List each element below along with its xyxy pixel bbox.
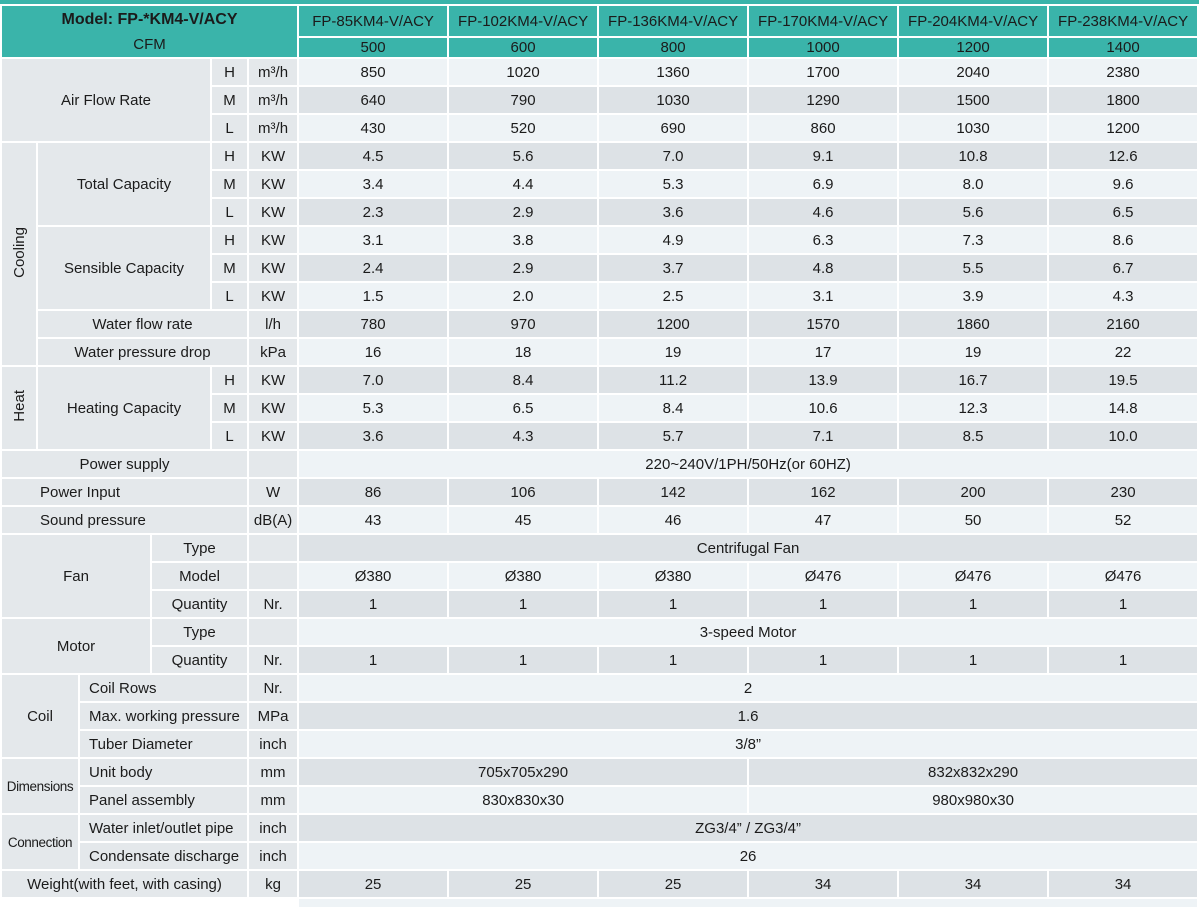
row-water-inlet — [2, 815, 1197, 841]
row-condensate — [2, 843, 1197, 869]
data-cell: 50 — [899, 507, 1047, 533]
data-cell: 1020 — [449, 59, 597, 85]
data-cell: 86 — [299, 479, 447, 505]
data-cell: 12.6 — [1049, 143, 1197, 169]
unit-label: MPa — [249, 703, 297, 729]
data-cell: 2380 — [1049, 59, 1197, 85]
data-cell: 1360 — [599, 59, 747, 85]
data-cell: 4.5 — [299, 143, 447, 169]
coil-group-label: Coil — [2, 675, 78, 757]
row-motor-quantity — [2, 647, 1197, 673]
unit-label: KW — [249, 423, 297, 449]
speed-label: L — [212, 283, 247, 309]
data-cell: 34 — [899, 871, 1047, 897]
data-cell: Ø380 — [599, 563, 747, 589]
data-cell: 7.0 — [299, 367, 447, 393]
data-cell: 14.8 — [1049, 395, 1197, 421]
data-cell: Ø476 — [899, 563, 1047, 589]
data-cell: 2.9 — [449, 199, 597, 225]
data-cell: 1860 — [899, 311, 1047, 337]
speed-label: M — [212, 395, 247, 421]
cfm-value: 1200 — [899, 38, 1047, 57]
panel-assembly-label: Panel assembly — [80, 787, 247, 813]
unit-label: Nr. — [249, 675, 297, 701]
data-cell: 47 — [749, 507, 897, 533]
data-cell: 6.5 — [449, 395, 597, 421]
cfm-value: 1000 — [749, 38, 897, 57]
heat-group-label: Heat — [2, 367, 36, 449]
data-cell: 10.8 — [899, 143, 1047, 169]
data-cell: 1 — [299, 591, 447, 617]
condensate-label: Condensate discharge — [80, 843, 247, 869]
header-row-models — [2, 6, 1197, 36]
row-power-supply — [2, 451, 1197, 477]
data-cell: 230 — [1049, 479, 1197, 505]
data-cell: 4.8 — [749, 255, 897, 281]
data-cell: 6.5 — [1049, 199, 1197, 225]
row-fan-quantity — [2, 591, 1197, 617]
column-header-model-5: FP-204KM4-V/ACY — [899, 6, 1047, 36]
data-cell: 8.0 — [899, 171, 1047, 197]
data-cell: 2.5 — [599, 283, 747, 309]
data-cell: 5.3 — [299, 395, 447, 421]
data-cell: 3.8 — [449, 227, 597, 253]
speed-label: L — [212, 115, 247, 141]
speed-label: M — [212, 255, 247, 281]
panel-assembly-value-small: 830x830x30 — [299, 787, 747, 813]
row-coil-pressure — [2, 703, 1197, 729]
spec-table — [0, 4, 1199, 899]
row-airflow-h — [2, 59, 1197, 85]
data-cell: 640 — [299, 87, 447, 113]
unit-label: mm — [249, 759, 297, 785]
data-cell: 1 — [1049, 591, 1197, 617]
data-cell: 1200 — [1049, 115, 1197, 141]
water-pressure-label: Water pressure drop — [38, 339, 247, 365]
unit-label: KW — [249, 143, 297, 169]
row-heating-h — [2, 367, 1197, 393]
unit-label-empty — [249, 619, 297, 645]
cfm-value: 1400 — [1049, 38, 1197, 57]
water-inlet-value: ZG3/4” / ZG3/4” — [299, 815, 1197, 841]
data-cell: 1 — [449, 647, 597, 673]
data-cell: 8.6 — [1049, 227, 1197, 253]
data-cell: 25 — [299, 871, 447, 897]
unit-label: kPa — [249, 339, 297, 365]
data-cell: 8.4 — [599, 395, 747, 421]
unit-label: kg — [249, 871, 297, 897]
speed-label: H — [212, 143, 247, 169]
unit-label: KW — [249, 255, 297, 281]
data-cell: 690 — [599, 115, 747, 141]
data-cell: 5.6 — [899, 199, 1047, 225]
data-cell: 22 — [1049, 339, 1197, 365]
tuber-diameter-value: 3/8” — [299, 731, 1197, 757]
data-cell: 3.1 — [749, 283, 897, 309]
cooling-group-label: Cooling — [2, 143, 36, 365]
unit-label: Nr. — [249, 647, 297, 673]
cfm-label: CFM — [133, 36, 166, 53]
data-cell: 43 — [299, 507, 447, 533]
data-cell: 1030 — [899, 115, 1047, 141]
speed-label: H — [212, 59, 247, 85]
cfm-value: 600 — [449, 38, 597, 57]
data-cell: 9.6 — [1049, 171, 1197, 197]
data-cell: 19.5 — [1049, 367, 1197, 393]
data-cell: 25 — [599, 871, 747, 897]
data-cell: 1290 — [749, 87, 897, 113]
data-cell: Ø380 — [449, 563, 597, 589]
row-weight — [2, 871, 1197, 897]
data-cell: 7.0 — [599, 143, 747, 169]
data-cell: 780 — [299, 311, 447, 337]
data-cell: 970 — [449, 311, 597, 337]
speed-label: M — [212, 171, 247, 197]
unit-label: KW — [249, 171, 297, 197]
data-cell: 2.4 — [299, 255, 447, 281]
data-cell: 2.3 — [299, 199, 447, 225]
cfm-value: 500 — [299, 38, 447, 57]
data-cell: 4.9 — [599, 227, 747, 253]
data-cell: 46 — [599, 507, 747, 533]
data-cell: Ø476 — [749, 563, 897, 589]
data-cell: 7.3 — [899, 227, 1047, 253]
data-cell: 17 — [749, 339, 897, 365]
tuber-diameter-label: Tuber Diameter — [80, 731, 247, 757]
speed-label: H — [212, 367, 247, 393]
data-cell: 10.0 — [1049, 423, 1197, 449]
motor-quantity-label: Quantity — [152, 647, 247, 673]
data-cell: 4.6 — [749, 199, 897, 225]
speed-label: H — [212, 227, 247, 253]
power-supply-label: Power supply — [2, 451, 247, 477]
data-cell: 200 — [899, 479, 1047, 505]
column-header-model-3: FP-136KM4-V/ACY — [599, 6, 747, 36]
data-cell: 1030 — [599, 87, 747, 113]
row-coil-rows — [2, 675, 1197, 701]
data-cell: 3.9 — [899, 283, 1047, 309]
unit-body-value-small: 705x705x290 — [299, 759, 747, 785]
data-cell: 19 — [599, 339, 747, 365]
unit-body-label: Unit body — [80, 759, 247, 785]
data-cell: 5.5 — [899, 255, 1047, 281]
data-cell: 7.1 — [749, 423, 897, 449]
unit-label: inch — [249, 843, 297, 869]
column-header-model-6: FP-238KM4-V/ACY — [1049, 6, 1197, 36]
unit-label: KW — [249, 283, 297, 309]
motor-type-value: 3-speed Motor — [299, 619, 1197, 645]
data-cell: 1500 — [899, 87, 1047, 113]
column-header-model-4: FP-170KM4-V/ACY — [749, 6, 897, 36]
air-flow-rate-label: Air Flow Rate — [2, 59, 210, 141]
data-cell: Ø380 — [299, 563, 447, 589]
speed-label: L — [212, 423, 247, 449]
data-cell: 52 — [1049, 507, 1197, 533]
unit-label: m³/h — [249, 87, 297, 113]
row-fan-type — [2, 535, 1197, 561]
data-cell: 9.1 — [749, 143, 897, 169]
data-cell: 2.0 — [449, 283, 597, 309]
column-header-model-1: FP-85KM4-V/ACY — [299, 6, 447, 36]
data-cell: 3.4 — [299, 171, 447, 197]
unit-label: m³/h — [249, 59, 297, 85]
motor-group-label: Motor — [2, 619, 150, 673]
data-cell: 1 — [599, 591, 747, 617]
row-fan-model — [2, 563, 1197, 589]
coil-rows-label: Coil Rows — [80, 675, 247, 701]
fan-quantity-label: Quantity — [152, 591, 247, 617]
data-cell: 850 — [299, 59, 447, 85]
row-motor-type — [2, 619, 1197, 645]
data-cell: 1700 — [749, 59, 897, 85]
data-cell: 2.9 — [449, 255, 597, 281]
speed-label: L — [212, 199, 247, 225]
data-cell: 18 — [449, 339, 597, 365]
column-header-model-2: FP-102KM4-V/ACY — [449, 6, 597, 36]
row-water-flow — [2, 311, 1197, 337]
max-working-pressure-value: 1.6 — [299, 703, 1197, 729]
unit-label: l/h — [249, 311, 297, 337]
model-header-cell — [2, 6, 297, 57]
data-cell: 430 — [299, 115, 447, 141]
sound-pressure-label: Sound pressure — [2, 507, 247, 533]
unit-label: inch — [249, 731, 297, 757]
row-coil-tube — [2, 731, 1197, 757]
data-cell: 2160 — [1049, 311, 1197, 337]
water-flow-label: Water flow rate — [38, 311, 247, 337]
power-supply-value: 220~240V/1PH/50Hz(or 60HZ) — [299, 451, 1197, 477]
unit-label: KW — [249, 367, 297, 393]
data-cell: 1570 — [749, 311, 897, 337]
data-cell: 4.4 — [449, 171, 597, 197]
unit-label-empty — [249, 535, 297, 561]
unit-label: mm — [249, 787, 297, 813]
data-cell: 1 — [599, 647, 747, 673]
dimensions-group-label: Dimensions — [2, 759, 78, 813]
data-cell: 1 — [1049, 647, 1197, 673]
data-cell: 1 — [749, 647, 897, 673]
data-cell: 1200 — [599, 311, 747, 337]
data-cell: 8.5 — [899, 423, 1047, 449]
unit-body-value-large: 832x832x290 — [749, 759, 1197, 785]
unit-label: Nr. — [249, 591, 297, 617]
data-cell: 25 — [449, 871, 597, 897]
row-water-pressure — [2, 339, 1197, 365]
data-cell: Ø476 — [1049, 563, 1197, 589]
unit-label: KW — [249, 199, 297, 225]
data-cell: 2040 — [899, 59, 1047, 85]
data-cell: 8.4 — [449, 367, 597, 393]
unit-label-empty — [249, 563, 297, 589]
data-cell: 4.3 — [1049, 283, 1197, 309]
row-total-capacity-h — [2, 143, 1197, 169]
fan-group-label: Fan — [2, 535, 150, 617]
data-cell: 6.7 — [1049, 255, 1197, 281]
max-working-pressure-label: Max. working pressure — [80, 703, 247, 729]
data-cell: 13.9 — [749, 367, 897, 393]
data-cell: 142 — [599, 479, 747, 505]
panel-assembly-value-large: 980x980x30 — [749, 787, 1197, 813]
data-cell: 1 — [299, 647, 447, 673]
total-capacity-label: Total Capacity — [38, 143, 210, 225]
power-input-label: Power Input — [2, 479, 247, 505]
data-cell: 106 — [449, 479, 597, 505]
fan-model-label: Model — [152, 563, 247, 589]
data-cell: 162 — [749, 479, 897, 505]
row-panel-assembly — [2, 787, 1197, 813]
data-cell: 19 — [899, 339, 1047, 365]
data-cell: 16 — [299, 339, 447, 365]
cfm-value: 800 — [599, 38, 747, 57]
fan-type-value: Centrifugal Fan — [299, 535, 1197, 561]
data-cell: 11.2 — [599, 367, 747, 393]
data-cell: 16.7 — [899, 367, 1047, 393]
bottom-partial-row — [299, 899, 1197, 907]
row-power-input — [2, 479, 1197, 505]
data-cell: 520 — [449, 115, 597, 141]
data-cell: 34 — [1049, 871, 1197, 897]
unit-label: m³/h — [249, 115, 297, 141]
row-sound-pressure — [2, 507, 1197, 533]
data-cell: 12.3 — [899, 395, 1047, 421]
unit-label: dB(A) — [249, 507, 297, 533]
data-cell: 1 — [749, 591, 897, 617]
data-cell: 1 — [899, 647, 1047, 673]
data-cell: 860 — [749, 115, 897, 141]
unit-label-empty — [249, 451, 297, 477]
data-cell: 3.6 — [299, 423, 447, 449]
speed-label: M — [212, 87, 247, 113]
sensible-capacity-label: Sensible Capacity — [38, 227, 210, 309]
data-cell: 1 — [899, 591, 1047, 617]
row-unit-body — [2, 759, 1197, 785]
data-cell: 6.9 — [749, 171, 897, 197]
water-inlet-label: Water inlet/outlet pipe — [80, 815, 247, 841]
data-cell: 5.3 — [599, 171, 747, 197]
data-cell: 34 — [749, 871, 897, 897]
weight-label: Weight(with feet, with casing) — [2, 871, 247, 897]
data-cell: 3.6 — [599, 199, 747, 225]
data-cell: 4.3 — [449, 423, 597, 449]
data-cell: 1.5 — [299, 283, 447, 309]
unit-label: KW — [249, 395, 297, 421]
data-cell: 6.3 — [749, 227, 897, 253]
connection-group-label: Connection — [2, 815, 78, 869]
fan-type-label: Type — [152, 535, 247, 561]
data-cell: 790 — [449, 87, 597, 113]
coil-rows-value: 2 — [299, 675, 1197, 701]
heating-capacity-label: Heating Capacity — [38, 367, 210, 449]
condensate-value: 26 — [299, 843, 1197, 869]
data-cell: 5.7 — [599, 423, 747, 449]
motor-type-label: Type — [152, 619, 247, 645]
unit-label: inch — [249, 815, 297, 841]
unit-label: KW — [249, 227, 297, 253]
unit-label: W — [249, 479, 297, 505]
data-cell: 1 — [449, 591, 597, 617]
model-label: Model: FP-*KM4-V/ACY — [61, 11, 238, 28]
data-cell: 3.7 — [599, 255, 747, 281]
data-cell: 45 — [449, 507, 597, 533]
data-cell: 1800 — [1049, 87, 1197, 113]
row-sensible-capacity-h — [2, 227, 1197, 253]
data-cell: 10.6 — [749, 395, 897, 421]
data-cell: 5.6 — [449, 143, 597, 169]
data-cell: 3.1 — [299, 227, 447, 253]
